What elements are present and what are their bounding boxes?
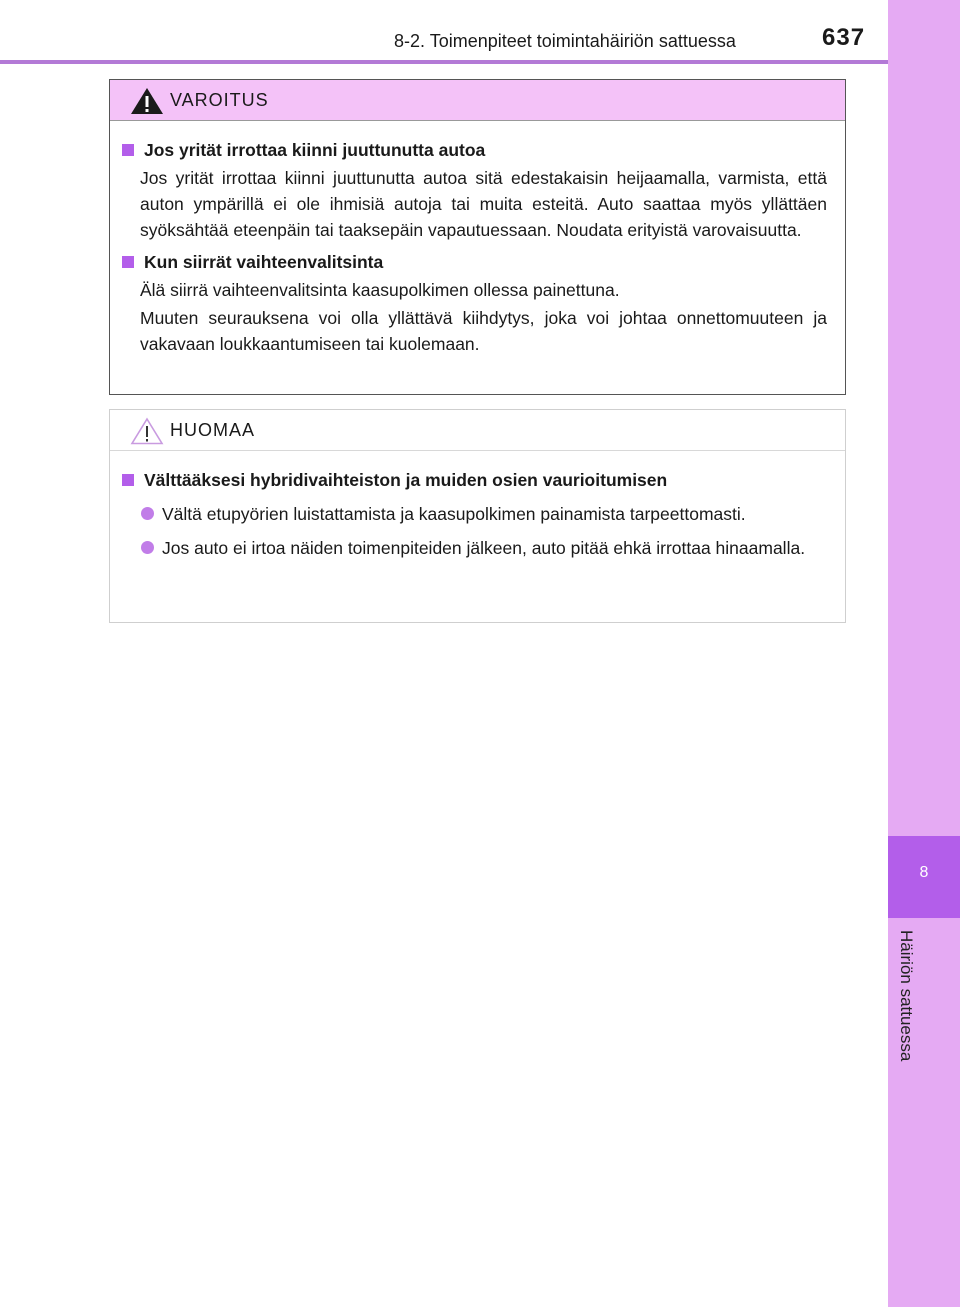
page-number: 637 [822,24,866,51]
warning-triangle-outline-icon [130,417,164,445]
circle-bullet-icon [141,507,154,520]
warning-triangle-filled-icon [130,87,164,115]
square-bullet-icon [122,256,134,268]
notice-bullet [118,535,827,561]
notice-body [110,451,845,561]
chapter-side-tab [888,0,960,1307]
chapter-label: Häiriön sattuessa [897,930,916,1062]
notice-bullet-text: Vältä etupyörien luistattamista ja kaasupolkimen painamista tarpeettomasti. [162,504,746,524]
chapter-number: 8 [919,864,929,881]
notice-bullet-text: Jos auto ei irtoa näiden toimenpiteiden jälkeen, auto pitää ehkä irrottaa hinaamalla. [162,538,806,558]
square-bullet-icon [122,474,134,486]
notice-item-title: Välttääksesi hybridivaihteiston ja muiden osien vaurioitumisen [144,470,668,490]
section-title: 8-2. Toimenpiteet toimintahäiriön sattuessa [394,31,736,51]
warning-header [110,80,845,121]
circle-bullet-icon [141,541,154,554]
warning-item [118,137,827,243]
square-bullet-icon [122,144,134,156]
warning-item [118,249,827,357]
warning-item-heading [118,137,827,163]
warning-title: VAROITUS [170,90,269,110]
notice-item [118,467,827,561]
warning-body [110,121,845,357]
warning-item-text: Muuten seurauksena voi olla yllättävä kiihdytys, joka voi johtaa onnettomuuteen ja vakavaan loukkaantumiseen tai kuolemaan. [140,308,827,354]
warning-item-heading [118,249,827,275]
warning-item-text: Jos yrität irrottaa kiinni juuttunutta autoa sitä edestakaisin heijaamalla, varmista, että auton ympärillä ei ole ihmisiä autoja tai muita esteitä. Auto saattaa myös yllättäen syöksähtää eteenpäin tai taaksepäin vapautuessaan. Noudata erityistä varovaisuutta. [140,168,827,240]
header-divider [0,60,888,64]
notice-item-heading [118,467,827,493]
warning-item-title: Kun siirrät vaihteenvalitsinta [144,252,384,272]
notice-title: HUOMAA [170,420,256,440]
notice-bullet [118,501,827,527]
notice-header [110,410,845,451]
warning-item-text: Älä siirrä vaihteenvalitsinta kaasupolkimen ollessa painettuna. [140,280,620,300]
warning-box [109,79,846,395]
notice-box [109,409,846,623]
warning-item-title: Jos yrität irrottaa kiinni juuttunutta autoa [144,140,486,160]
